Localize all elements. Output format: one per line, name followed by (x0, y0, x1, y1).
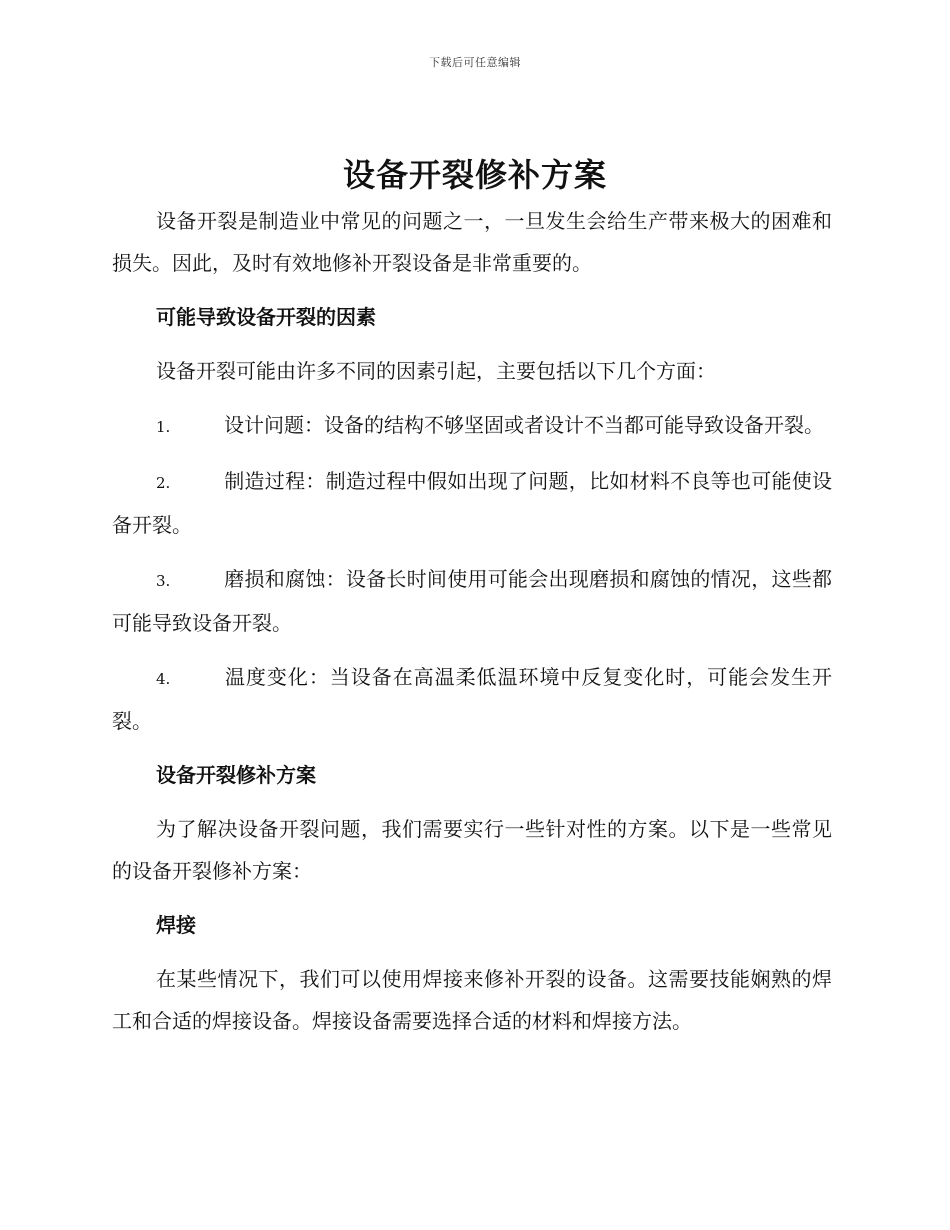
causes-heading: 可能导致设备开裂的因素 (156, 305, 376, 329)
causes-lead-paragraph: 设备开裂可能由许多不同的因素引起，主要包括以下几个方面： (156, 359, 716, 383)
list-item-number: 3. (156, 572, 171, 590)
list-item (112, 656, 832, 742)
document-title: 设备开裂修补方案 (342, 156, 607, 194)
welding-heading: 焊接 (156, 913, 196, 937)
list-item-number: 1. (156, 418, 171, 436)
list-item-text: 温度变化：当设备在高温柔低温环境中反复变化时，可能会发生开裂。 (112, 665, 832, 733)
document-body (112, 200, 832, 1054)
welding-paragraph: 在某些情况下，我们可以使用焊接来修补开裂的设备。这需要技能娴熟的焊工和合适的焊接设备。焊接设备需要选择合适的材料和焊接方法。 (112, 967, 832, 1033)
list-item (112, 460, 832, 546)
list-item-text: 制造过程：制造过程中假如出现了问题，比如材料不良等也可能使设备开裂。 (112, 469, 832, 537)
list-item-number: 2. (156, 474, 171, 492)
list-item-text: 磨损和腐蚀：设备长时间使用可能会出现磨损和腐蚀的情况，这些都可能导致设备开裂。 (112, 567, 832, 635)
list-item-text: 设计问题：设备的结构不够坚固或者设计不当都可能导致设备开裂。 (224, 413, 824, 437)
list-item (112, 404, 832, 448)
repair-heading: 设备开裂修补方案 (156, 763, 316, 787)
intro-paragraph: 设备开裂是制造业中常见的问题之一，一旦发生会给生产带来极大的困难和损失。因此，及时有效地修补开裂设备是非常重要的。 (112, 209, 832, 275)
header-note: 下载后可任意编辑 (429, 56, 521, 69)
list-item-number: 4. (156, 670, 171, 688)
list-item (112, 558, 832, 644)
repair-lead-paragraph: 为了解决设备开裂问题，我们需要实行一些针对性的方案。以下是一些常见的设备开裂修补方案： (112, 817, 832, 883)
